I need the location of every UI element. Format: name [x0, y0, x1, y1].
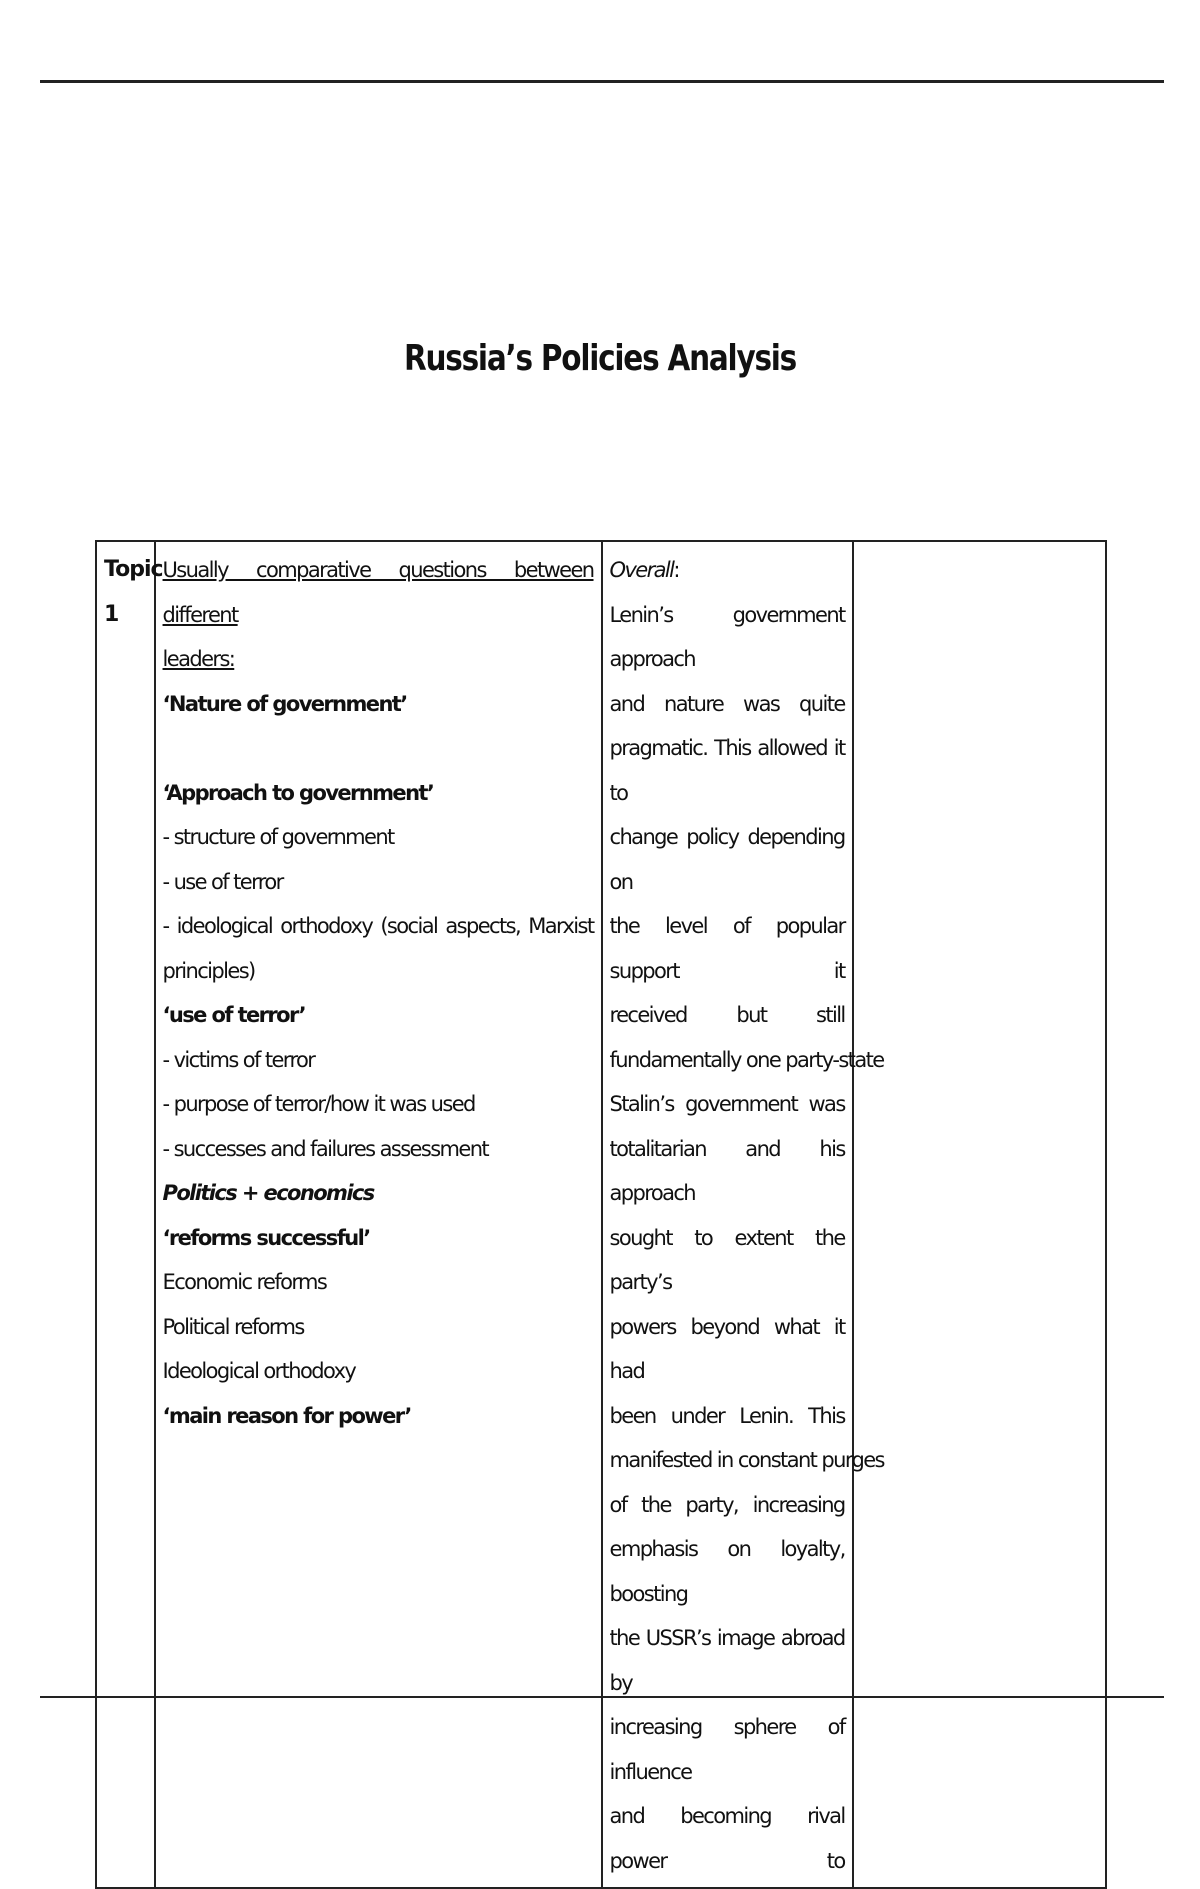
analysis-line: the level of popular support it — [609, 914, 845, 983]
approach-item-ideology: - ideological orthodoxy (social aspects, Marxist — [162, 914, 594, 938]
terror-item-assessment: - successes and failures assessment — [162, 1136, 489, 1161]
analysis-line: manifested in constant purges — [609, 1448, 884, 1472]
power-heading: ‘main reason for power’ — [162, 1403, 411, 1428]
terror-item-purpose: - purpose of terror/how it was used — [162, 1092, 475, 1116]
approach-item-terror: - use of terror — [162, 869, 283, 894]
analysis-cell — [602, 541, 884, 1888]
topic-label-line2: 1 — [104, 601, 119, 627]
reforms-item-ideological: Ideological orthodoxy — [162, 1359, 356, 1383]
terror-heading: ‘use of terror’ — [162, 1003, 306, 1027]
analysis-line: and nature was quite — [609, 691, 845, 716]
footer-rule — [40, 1696, 1164, 1698]
approach-item-structure: - structure of government — [162, 825, 394, 849]
analysis-line: sought to extent the party’s — [609, 1225, 845, 1294]
intro-line2: leaders: — [162, 647, 235, 671]
table-row — [96, 541, 1106, 1888]
reforms-item-economic: Economic reforms — [162, 1270, 327, 1294]
analysis-line: powers beyond what it had — [609, 1314, 845, 1383]
analysis-line: pragmatic. This allowed it to — [609, 736, 845, 805]
analysis-line: emphasis on loyalty, boosting — [609, 1537, 845, 1606]
analysis-line: increasing sphere of influence — [609, 1715, 845, 1784]
intro-line1: Usually comparative questions between different — [162, 558, 594, 627]
overall-colon: : — [673, 558, 679, 582]
topic-table — [95, 540, 1107, 1889]
topic-label-cell — [96, 541, 163, 1888]
page-title: Russia’s Policies Analysis — [403, 338, 797, 379]
analysis-line: Lenin’s government approach — [609, 602, 845, 671]
analysis-line: the USSR’s image abroad by — [609, 1626, 845, 1695]
overall-label: Overall — [609, 558, 674, 582]
analysis-line: received but still — [609, 1003, 845, 1027]
blank-line — [163, 726, 594, 771]
analysis-line: been under Lenin. This — [609, 1403, 845, 1428]
analysis-line: change policy depending on — [609, 825, 845, 894]
reforms-item-political: Political reforms — [162, 1314, 304, 1339]
nature-heading: ‘Nature of government’ — [162, 691, 407, 716]
notes-cell — [853, 541, 1106, 1888]
questions-cell — [155, 541, 602, 1888]
terror-item-victims: - victims of terror — [162, 1047, 315, 1072]
header-rule — [40, 80, 1164, 83]
politics-heading: Politics + economics — [162, 1181, 374, 1205]
topic-label-line1: Topic — [104, 557, 163, 582]
approach-item-principles: principles) — [162, 958, 255, 983]
analysis-line: and becoming rival power to — [609, 1804, 845, 1873]
analysis-line: totalitarian and his approach — [609, 1136, 845, 1205]
approach-heading: ‘Approach to government’ — [162, 780, 434, 805]
reforms-heading: ‘reforms successful’ — [162, 1225, 370, 1250]
analysis-line: of the party, increasing — [609, 1492, 845, 1517]
analysis-line: fundamentally one party-state — [609, 1047, 884, 1072]
analysis-text — [609, 593, 884, 1884]
analysis-line: Stalin’s government was — [609, 1092, 845, 1116]
overall-line — [610, 548, 845, 593]
